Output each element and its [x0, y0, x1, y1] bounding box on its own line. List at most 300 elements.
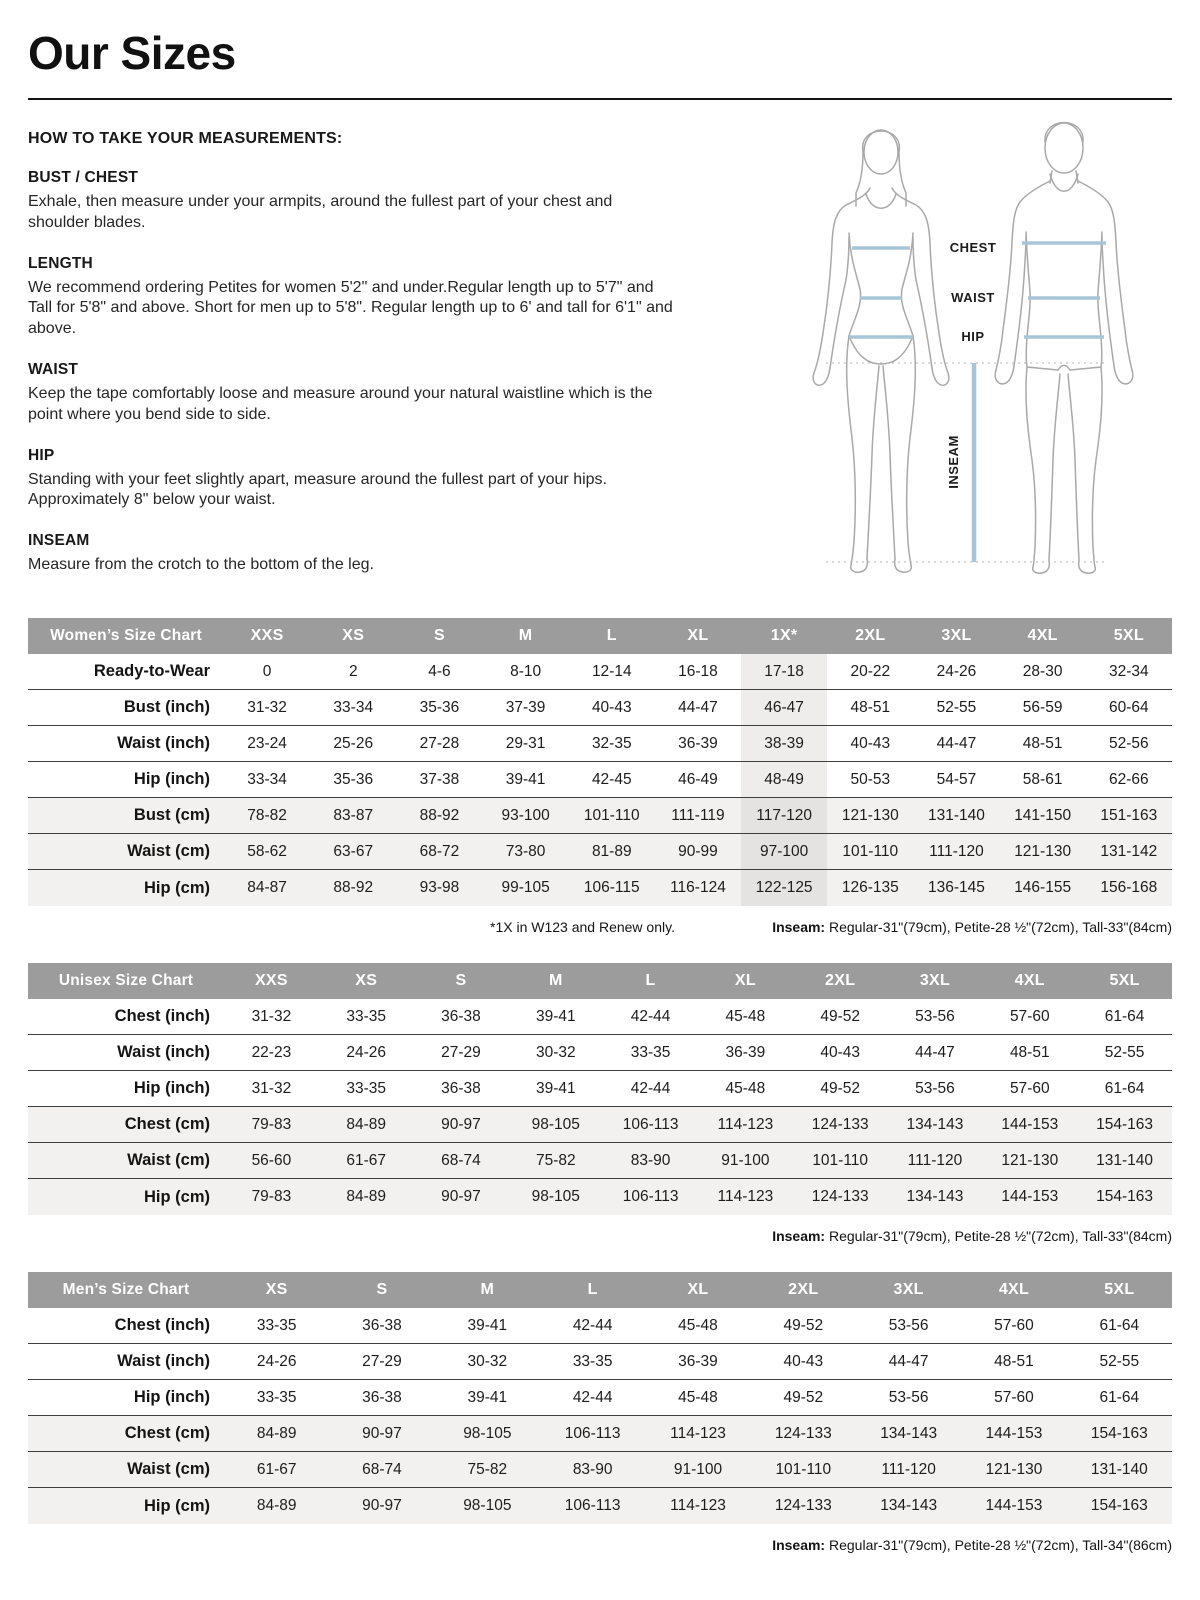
size-cell: 57-60 [1009, 1079, 1050, 1097]
row-label: Hip (inch) [133, 1079, 210, 1098]
size-cell: 61-64 [1099, 1388, 1140, 1406]
size-cell: 63-67 [333, 842, 374, 860]
size-cell: 53-56 [888, 1388, 929, 1406]
size-cell: 101-110 [583, 806, 640, 824]
size-cell: 99-105 [501, 879, 550, 897]
size-cell: 61-67 [256, 1460, 297, 1478]
size-cell: 144-153 [1001, 1188, 1059, 1206]
size-cell: 68-74 [362, 1460, 402, 1478]
size-cell: 12-14 [591, 662, 632, 680]
column-header: 3XL [888, 963, 983, 999]
chest-label: CHEST [949, 240, 997, 255]
size-cell: 114-123 [717, 1115, 774, 1133]
size-cell: 49-52 [783, 1388, 824, 1406]
size-cell: 134-143 [880, 1424, 938, 1442]
column-header: S [396, 618, 482, 654]
size-cell: 83-90 [572, 1460, 613, 1478]
size-cell: 2 [348, 662, 358, 680]
size-cell: 57-60 [994, 1316, 1034, 1334]
size-cell: 83-90 [630, 1151, 671, 1169]
size-cell: 98-105 [531, 1115, 580, 1133]
table-row [28, 834, 1172, 870]
size-cell: 81-89 [591, 842, 632, 860]
size-cell: 44-47 [678, 698, 718, 716]
table-row [28, 1380, 1172, 1416]
size-cell: 20-22 [850, 662, 891, 680]
size-cell: 124-133 [811, 1188, 869, 1206]
size-charts [28, 618, 1172, 1553]
inseam-footnote-label: Inseam: [772, 1536, 826, 1553]
size-cell: 117-120 [741, 798, 827, 834]
column-header: 4XL [961, 1272, 1066, 1308]
size-cell: 30-32 [535, 1043, 576, 1061]
size-cell: 48-51 [994, 1352, 1034, 1370]
size-cell: 141-150 [1014, 806, 1072, 824]
size-cell: 60-64 [1109, 698, 1149, 716]
section-title: INSEAM [28, 532, 90, 550]
size-cell: 48-51 [850, 698, 891, 716]
size-cell: 84-89 [346, 1115, 387, 1133]
size-cell: 31-32 [251, 1007, 292, 1025]
table-row [28, 762, 1172, 798]
size-cell: 134-143 [906, 1115, 964, 1133]
size-cell: 121-130 [1001, 1151, 1059, 1169]
size-cell: 56-60 [251, 1151, 292, 1169]
size-cell: 33-35 [346, 1007, 387, 1025]
size-cell: 25-26 [333, 734, 374, 752]
man-figure [995, 123, 1133, 574]
column-header: XS [224, 1272, 329, 1308]
size-cell: 122-125 [741, 870, 827, 906]
table-row [28, 870, 1172, 906]
size-cell: 78-82 [247, 806, 287, 824]
size-cell: 54-57 [936, 770, 977, 788]
size-cell: 17-18 [741, 654, 827, 690]
row-label: Bust (inch) [123, 698, 210, 717]
section-title: HIP [28, 446, 55, 464]
instructions-heading: HOW TO TAKE YOUR MEASUREMENTS: [28, 130, 343, 147]
size-cell: 58-62 [247, 842, 287, 860]
size-cell: 36-39 [725, 1043, 766, 1061]
size-cell: 98-105 [531, 1188, 580, 1206]
size-cell: 27-29 [441, 1043, 481, 1061]
size-cell: 40-43 [591, 698, 632, 716]
column-header: 5XL [1086, 618, 1172, 654]
inseam-footnote-text: Regular-31"(79cm), Petite-28 ½"(72cm), Tall-34"(86cm) [825, 1536, 1172, 1553]
size-cell: 46-47 [741, 690, 827, 726]
size-cell: 131-140 [1090, 1460, 1148, 1478]
size-cell: 40-43 [820, 1043, 860, 1061]
size-cell: 42-44 [630, 1007, 671, 1025]
one-x-footnote: *1X in W123 and Renew only. [490, 918, 675, 935]
inseam-footnote-label: Inseam: [772, 1227, 826, 1244]
size-cell: 114-123 [717, 1188, 774, 1206]
inseam-footnote-text: Regular-31"(79cm), Petite-28 ½"(72cm), Tall-33"(84cm) [825, 918, 1172, 935]
row-label: Ready-to-Wear [93, 662, 210, 681]
size-cell: 106-113 [622, 1115, 679, 1133]
size-cell: 33-35 [572, 1352, 613, 1370]
row-label: Hip (inch) [133, 770, 210, 789]
size-cell: 39-41 [535, 1079, 576, 1097]
column-header: 2XL [751, 1272, 856, 1308]
row-label: Waist (cm) [127, 1151, 210, 1170]
size-cell: 61-64 [1104, 1007, 1145, 1025]
section-body: Keep the tape comfortably loose and measure around your natural waistline which is the point where you bend side to side. [28, 384, 653, 423]
row-label: Waist (inch) [117, 1352, 210, 1371]
size-cell: 49-52 [783, 1316, 824, 1334]
size-cell: 45-48 [678, 1316, 718, 1334]
size-cell: 36-38 [441, 1079, 481, 1097]
column-header: XL [698, 963, 793, 999]
table-row [28, 1344, 1172, 1380]
mens-chart-footnotes [28, 1537, 1172, 1553]
size-cell: 106-113 [564, 1424, 621, 1442]
size-cell: 48-51 [1009, 1043, 1050, 1061]
table-header-row [28, 1272, 1172, 1308]
size-cell: 134-143 [880, 1497, 938, 1515]
column-header: L [540, 1272, 645, 1308]
body-measurement-diagram [786, 110, 1168, 578]
size-cell: 126-135 [841, 879, 899, 897]
size-cell: 106-113 [564, 1497, 621, 1515]
table-row [28, 798, 1172, 834]
size-cell: 8-10 [510, 662, 542, 680]
size-cell: 27-28 [419, 734, 460, 752]
inseam-label: INSEAM [946, 435, 961, 489]
column-header: 5XL [1067, 1272, 1172, 1308]
table-row [28, 1071, 1172, 1107]
size-cell: 48-51 [1022, 734, 1063, 752]
size-cell: 45-48 [725, 1079, 766, 1097]
size-cell: 24-26 [256, 1352, 297, 1370]
size-cell: 93-100 [501, 806, 550, 824]
figures-illustration [786, 110, 1168, 578]
size-cell: 88-92 [419, 806, 460, 824]
size-cell: 121-130 [841, 806, 899, 824]
size-cell: 111-120 [929, 842, 984, 860]
size-cell: 68-72 [419, 842, 460, 860]
size-cell: 44-47 [936, 734, 977, 752]
table-header-row [28, 618, 1172, 654]
size-cell: 91-100 [673, 1460, 723, 1478]
size-cell: 91-100 [721, 1151, 770, 1169]
size-cell: 39-41 [535, 1007, 576, 1025]
column-header: L [603, 963, 698, 999]
size-cell: 90-97 [362, 1424, 402, 1442]
measurement-instructions [28, 130, 676, 576]
table-row [28, 999, 1172, 1035]
column-header: XS [310, 618, 396, 654]
size-cell: 38-39 [741, 726, 827, 762]
column-header: M [483, 618, 569, 654]
inseam-footnote-label: Inseam: [772, 918, 826, 935]
column-header: XL [645, 1272, 750, 1308]
womens-size-chart [28, 618, 1172, 906]
size-cell: 24-26 [346, 1043, 387, 1061]
size-cell: 31-32 [251, 1079, 292, 1097]
size-cell: 84-89 [256, 1424, 297, 1442]
section-body: We recommend ordering Petites for women 5'2" and under.Regular length up to 5'7" and Tall for 5'8" and above. Short for men up to 5'8". Regular length up to 6' and tall for 6'1" and above. [28, 278, 673, 338]
section-body: Measure from the crotch to the bottom of the leg. [28, 556, 374, 574]
size-cell: 53-56 [888, 1316, 929, 1334]
size-cell: 144-153 [1001, 1115, 1059, 1133]
instruction-section-bust-chest [28, 169, 676, 234]
title-divider [28, 98, 1172, 100]
row-label: Chest (inch) [114, 1316, 210, 1335]
table-header-row [28, 963, 1172, 999]
size-cell: 90-99 [678, 842, 718, 860]
table-title: Unisex Size Chart [28, 963, 224, 999]
size-cell: 32-34 [1109, 662, 1149, 680]
size-cell: 30-32 [467, 1352, 508, 1370]
row-label: Bust (cm) [133, 806, 210, 825]
size-cell: 156-168 [1100, 879, 1158, 897]
inseam-footnote [772, 919, 1172, 935]
table-row [28, 654, 1172, 690]
size-cell: 144-153 [985, 1497, 1043, 1515]
size-cell: 24-26 [936, 662, 977, 680]
column-header: XL [655, 618, 741, 654]
size-cell: 4-6 [428, 662, 451, 680]
size-cell: 84-89 [346, 1188, 387, 1206]
size-cell: 151-163 [1100, 806, 1158, 824]
column-header: L [569, 618, 655, 654]
inseam-footnote-text: Regular-31"(79cm), Petite-28 ½"(72cm), Tall-33"(84cm) [825, 1227, 1172, 1244]
size-cell: 39-41 [505, 770, 546, 788]
instruction-section-inseam [28, 532, 676, 576]
size-cell: 84-87 [247, 879, 287, 897]
table-row [28, 1107, 1172, 1143]
size-cell: 79-83 [251, 1188, 292, 1206]
size-cell: 32-35 [591, 734, 632, 752]
column-header: XXS [224, 963, 319, 999]
size-cell: 90-97 [441, 1115, 481, 1133]
column-header: XXS [224, 618, 310, 654]
size-cell: 131-140 [1096, 1151, 1154, 1169]
size-cell: 23-24 [247, 734, 287, 752]
womens-chart-footnotes [28, 919, 1172, 935]
section-title: BUST / CHEST [28, 169, 139, 186]
column-header: S [414, 963, 509, 999]
size-cell: 68-74 [441, 1151, 481, 1169]
column-header: XS [319, 963, 414, 999]
size-cell: 39-41 [467, 1316, 508, 1334]
size-cell: 62-66 [1109, 770, 1149, 788]
size-cell: 124-133 [774, 1424, 832, 1442]
size-cell: 29-31 [505, 734, 546, 752]
size-cell: 90-97 [362, 1497, 402, 1515]
size-cell: 31-32 [247, 698, 287, 716]
size-cell: 58-61 [1022, 770, 1063, 788]
size-cell: 42-44 [630, 1079, 671, 1097]
row-label: Hip (cm) [144, 878, 210, 897]
size-cell: 79-83 [251, 1115, 292, 1133]
waist-label: WAIST [951, 290, 995, 305]
table-row [28, 1488, 1172, 1524]
size-cell: 101-110 [775, 1460, 832, 1478]
row-label: Hip (cm) [144, 1187, 210, 1206]
size-cell: 49-52 [820, 1079, 860, 1097]
size-cell: 28-30 [1022, 662, 1063, 680]
column-header: 3XL [913, 618, 999, 654]
size-cell: 61-64 [1099, 1316, 1140, 1334]
size-cell: 37-39 [505, 698, 546, 716]
row-label: Waist (inch) [117, 734, 210, 753]
section-body: Standing with your feet slightly apart, measure around the fullest part of your hips. Approximately 8" below your waist. [28, 470, 607, 509]
size-cell: 154-163 [1096, 1188, 1154, 1206]
size-cell: 101-110 [812, 1151, 869, 1169]
row-label: Waist (cm) [127, 1460, 210, 1479]
size-cell: 40-43 [850, 734, 891, 752]
mens-size-chart [28, 1272, 1172, 1524]
size-cell: 0 [262, 662, 272, 680]
column-header: M [435, 1272, 540, 1308]
size-cell: 106-113 [622, 1188, 679, 1206]
row-label: Waist (inch) [117, 1043, 210, 1062]
size-cell: 53-56 [915, 1007, 955, 1025]
inseam-footnote [772, 1228, 1172, 1244]
size-cell: 111-119 [671, 806, 725, 824]
section-body: Exhale, then measure under your armpits, around the fullest part of your chest and shoulder blades. [28, 193, 613, 231]
size-cell: 154-163 [1090, 1424, 1148, 1442]
size-cell: 56-59 [1022, 698, 1063, 716]
size-cell: 111-120 [907, 1151, 963, 1169]
table-row [28, 1452, 1172, 1488]
instruction-section-hip [28, 447, 676, 512]
size-cell: 40-43 [783, 1352, 824, 1370]
size-cell: 35-36 [333, 770, 374, 788]
column-header: M [508, 963, 603, 999]
size-cell: 45-48 [678, 1388, 718, 1406]
table-title: Men’s Size Chart [28, 1272, 224, 1308]
size-cell: 33-34 [247, 770, 287, 788]
inseam-footnote [772, 1537, 1172, 1553]
size-cell: 101-110 [842, 842, 899, 860]
size-cell: 90-97 [441, 1188, 481, 1206]
row-label: Chest (cm) [124, 1115, 210, 1134]
table-row [28, 1308, 1172, 1344]
size-cell: 134-143 [906, 1188, 964, 1206]
table-row [28, 690, 1172, 726]
row-label: Waist (cm) [127, 842, 210, 861]
size-cell: 42-44 [572, 1316, 613, 1334]
size-cell: 61-64 [1104, 1079, 1145, 1097]
table-row [28, 726, 1172, 762]
size-cell: 111-120 [881, 1460, 936, 1478]
size-cell: 36-39 [678, 734, 718, 752]
size-cell: 46-49 [678, 770, 718, 788]
column-header: 2XL [793, 963, 888, 999]
column-header: 5XL [1077, 963, 1172, 999]
size-cell: 98-105 [463, 1424, 512, 1442]
table-row [28, 1416, 1172, 1452]
size-cell: 154-163 [1096, 1115, 1154, 1133]
instruction-section-waist [28, 361, 676, 426]
size-cell: 154-163 [1090, 1497, 1148, 1515]
size-cell: 33-35 [346, 1079, 387, 1097]
size-cell: 114-123 [670, 1424, 726, 1442]
woman-figure [813, 130, 949, 572]
size-cell: 57-60 [994, 1388, 1034, 1406]
size-cell: 27-29 [362, 1352, 402, 1370]
size-cell: 121-130 [985, 1460, 1043, 1478]
size-cell: 52-55 [1099, 1352, 1140, 1370]
size-cell: 52-55 [936, 698, 977, 716]
size-cell: 84-89 [256, 1497, 297, 1515]
size-cell: 144-153 [985, 1424, 1043, 1442]
size-cell: 121-130 [1014, 842, 1072, 860]
row-label: Chest (cm) [124, 1424, 210, 1443]
size-cell: 22-23 [251, 1043, 292, 1061]
size-cell: 16-18 [678, 662, 718, 680]
size-cell: 136-145 [928, 879, 985, 897]
size-cell: 88-92 [333, 879, 374, 897]
size-cell: 53-56 [915, 1079, 955, 1097]
size-cell: 124-133 [774, 1497, 832, 1515]
size-cell: 45-48 [725, 1007, 766, 1025]
column-header: S [329, 1272, 434, 1308]
size-cell: 73-80 [505, 842, 546, 860]
size-cell: 33-35 [256, 1316, 297, 1334]
size-cell: 49-52 [820, 1007, 860, 1025]
unisex-size-chart [28, 963, 1172, 1215]
size-cell: 36-38 [362, 1316, 402, 1334]
size-cell: 75-82 [535, 1151, 576, 1169]
table-row [28, 1143, 1172, 1179]
size-cell: 116-124 [670, 879, 726, 897]
size-cell: 98-105 [463, 1497, 512, 1515]
size-cell: 97-100 [741, 834, 827, 870]
size-cell: 106-115 [583, 879, 640, 897]
page-title: Our Sizes [28, 27, 236, 79]
size-cell: 33-34 [333, 698, 374, 716]
column-header: 1X* [741, 618, 827, 654]
size-cell: 44-47 [915, 1043, 955, 1061]
column-header: 4XL [1000, 618, 1086, 654]
size-cell: 52-56 [1109, 734, 1149, 752]
size-cell: 35-36 [419, 698, 460, 716]
size-cell: 124-133 [811, 1115, 869, 1133]
column-header: 4XL [982, 963, 1077, 999]
size-cell: 75-82 [467, 1460, 508, 1478]
hip-label: HIP [961, 329, 985, 344]
size-cell: 42-45 [591, 770, 632, 788]
size-cell: 52-55 [1104, 1043, 1145, 1061]
size-cell: 42-44 [572, 1388, 613, 1406]
size-cell: 93-98 [419, 879, 460, 897]
size-cell: 146-155 [1014, 879, 1072, 897]
row-label: Hip (cm) [144, 1496, 210, 1515]
table-title: Women’s Size Chart [28, 618, 224, 654]
table-row [28, 1179, 1172, 1215]
size-cell: 114-123 [670, 1497, 726, 1515]
unisex-chart-footnotes [28, 1228, 1172, 1244]
row-label: Chest (inch) [114, 1007, 210, 1026]
size-cell: 131-140 [928, 806, 985, 824]
size-cell: 48-49 [741, 762, 827, 798]
column-header: 2XL [827, 618, 913, 654]
size-cell: 37-38 [419, 770, 460, 788]
size-cell: 33-35 [630, 1043, 671, 1061]
size-cell: 36-38 [362, 1388, 402, 1406]
column-header: 3XL [856, 1272, 961, 1308]
size-cell: 36-38 [441, 1007, 481, 1025]
size-cell: 36-39 [678, 1352, 718, 1370]
size-cell: 131-142 [1100, 842, 1158, 860]
size-cell: 50-53 [850, 770, 891, 788]
section-title: LENGTH [28, 254, 93, 272]
size-cell: 33-35 [256, 1388, 297, 1406]
